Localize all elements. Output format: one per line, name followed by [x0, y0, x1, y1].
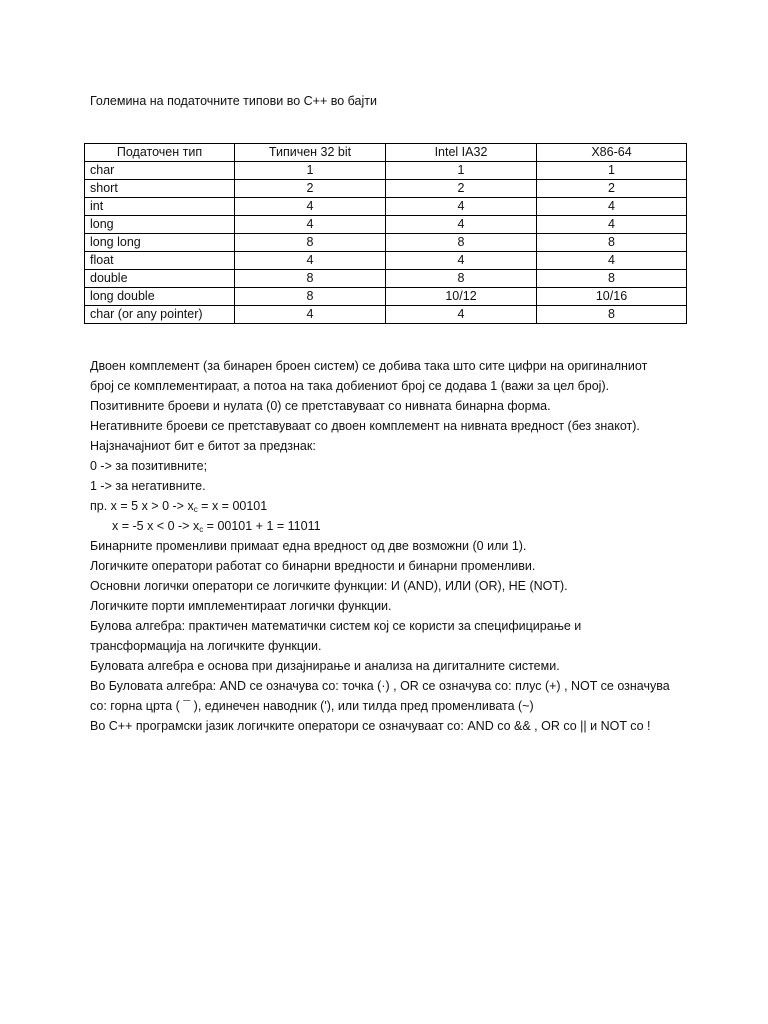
column-header-x86-64: X86-64 [537, 144, 687, 162]
paragraph-line: Двоен комплемент (за бинарен броен систем) се добива така што сите цифри на оригиналниот [90, 359, 648, 373]
type-name-cell: long long [85, 234, 235, 252]
type-name-cell: char [85, 162, 235, 180]
type-name-cell: int [85, 198, 235, 216]
document-title: Големина на податочните типови во C++ во бајти [90, 94, 377, 108]
size-cell: 8 [537, 306, 687, 324]
example-negative-line [90, 516, 680, 536]
size-cell: 8 [235, 234, 386, 252]
example-text: x = -5 x < 0 -> x [112, 519, 200, 533]
type-name-cell: double [85, 270, 235, 288]
type-name-cell: short [85, 180, 235, 198]
paragraph-line: Во C++ програмски јазик логичките оператори се означуваат со: AND со && , OR со || и NOT со ! [90, 719, 651, 733]
paragraph-line: број се комплементираат, а потоа на така добиениот број се додава 1 (важи за цел број). [90, 379, 610, 393]
size-cell: 2 [537, 180, 687, 198]
size-cell: 8 [235, 288, 386, 306]
paragraph-line: 0 -> за позитивните; [90, 459, 208, 473]
paragraph-line: Буловата алгебра е основа при дизајнирање и анализа на дигиталните системи. [90, 659, 560, 673]
type-name-cell: float [85, 252, 235, 270]
size-cell: 10/12 [386, 288, 537, 306]
size-cell: 4 [537, 216, 687, 234]
type-name-cell: char (or any pointer) [85, 306, 235, 324]
size-cell: 1 [235, 162, 386, 180]
table-row [85, 252, 687, 270]
size-cell: 8 [235, 270, 386, 288]
size-cell: 8 [386, 234, 537, 252]
example-positive-line [90, 496, 680, 516]
paragraph-line: Бинарните променливи примаат една вредност од две возможни (0 или 1). [90, 539, 527, 553]
subscript: c [199, 525, 204, 534]
column-header-intel-ia32: Intel IA32 [386, 144, 537, 162]
size-cell: 8 [537, 234, 687, 252]
table-row [85, 306, 687, 324]
size-cell: 4 [386, 198, 537, 216]
table-row [85, 216, 687, 234]
size-cell: 4 [235, 198, 386, 216]
table-row [85, 288, 687, 306]
size-cell: 1 [386, 162, 537, 180]
size-cell: 8 [537, 270, 687, 288]
paragraph-line: Логичките порти имплементираат логички функции. [90, 599, 392, 613]
size-cell: 4 [235, 252, 386, 270]
explanation-text [90, 356, 680, 736]
table-row [85, 234, 687, 252]
size-cell: 1 [537, 162, 687, 180]
paragraph-line: 1 -> за негативните. [90, 479, 206, 493]
table-row [85, 198, 687, 216]
type-name-cell: long [85, 216, 235, 234]
table-header-row [85, 144, 687, 162]
size-cell: 8 [386, 270, 537, 288]
paragraph-line: Булова алгебра: практичен математички систем кој се користи за специфицирање и [90, 619, 582, 633]
table-row [85, 162, 687, 180]
paragraph-line: Негативните броеви се претставуваат со двоен комплемент на нивната вредност (без знакот). [90, 419, 640, 433]
example-text: = 00101 + 1 = 11011 [203, 519, 321, 533]
size-cell: 2 [386, 180, 537, 198]
size-cell: 4 [537, 198, 687, 216]
size-cell: 4 [386, 216, 537, 234]
size-cell: 10/16 [537, 288, 687, 306]
data-type-size-table [84, 143, 687, 324]
size-cell: 4 [235, 216, 386, 234]
column-header-data-type: Податочен тип [85, 144, 235, 162]
table-row [85, 270, 687, 288]
paragraph-line: Во Буловата алгебра: AND се означува со: точка (·) , OR се означува со: плус (+) , NOT се означува [90, 679, 670, 693]
paragraph-line: со: горна црта ( ¯ ), единечен наводник ('), или тилда пред променливата (~) [90, 699, 534, 713]
paragraph-line: Најзначајниот бит е битот за предзнак: [90, 439, 316, 453]
example-text: пр. x = 5 x > 0 -> x [90, 499, 194, 513]
example-text: = x = 00101 [197, 499, 268, 513]
table-row [85, 180, 687, 198]
paragraph-line: трансформација на логичките функции. [90, 639, 322, 653]
paragraph-line: Логичките оператори работат со бинарни вредности и бинарни променливи. [90, 559, 536, 573]
size-cell: 2 [235, 180, 386, 198]
size-cell: 4 [386, 306, 537, 324]
size-cell: 4 [235, 306, 386, 324]
size-cell: 4 [386, 252, 537, 270]
subscript: c [193, 505, 198, 514]
type-name-cell: long double [85, 288, 235, 306]
paragraph-line: Позитивните броеви и нулата (0) се претставуваат со нивната бинарна форма. [90, 399, 551, 413]
paragraph-line: Основни логички оператори се логичките функции: И (AND), ИЛИ (OR), НЕ (NOT). [90, 579, 568, 593]
column-header-typical-32bit: Типичен 32 bit [235, 144, 386, 162]
size-cell: 4 [537, 252, 687, 270]
